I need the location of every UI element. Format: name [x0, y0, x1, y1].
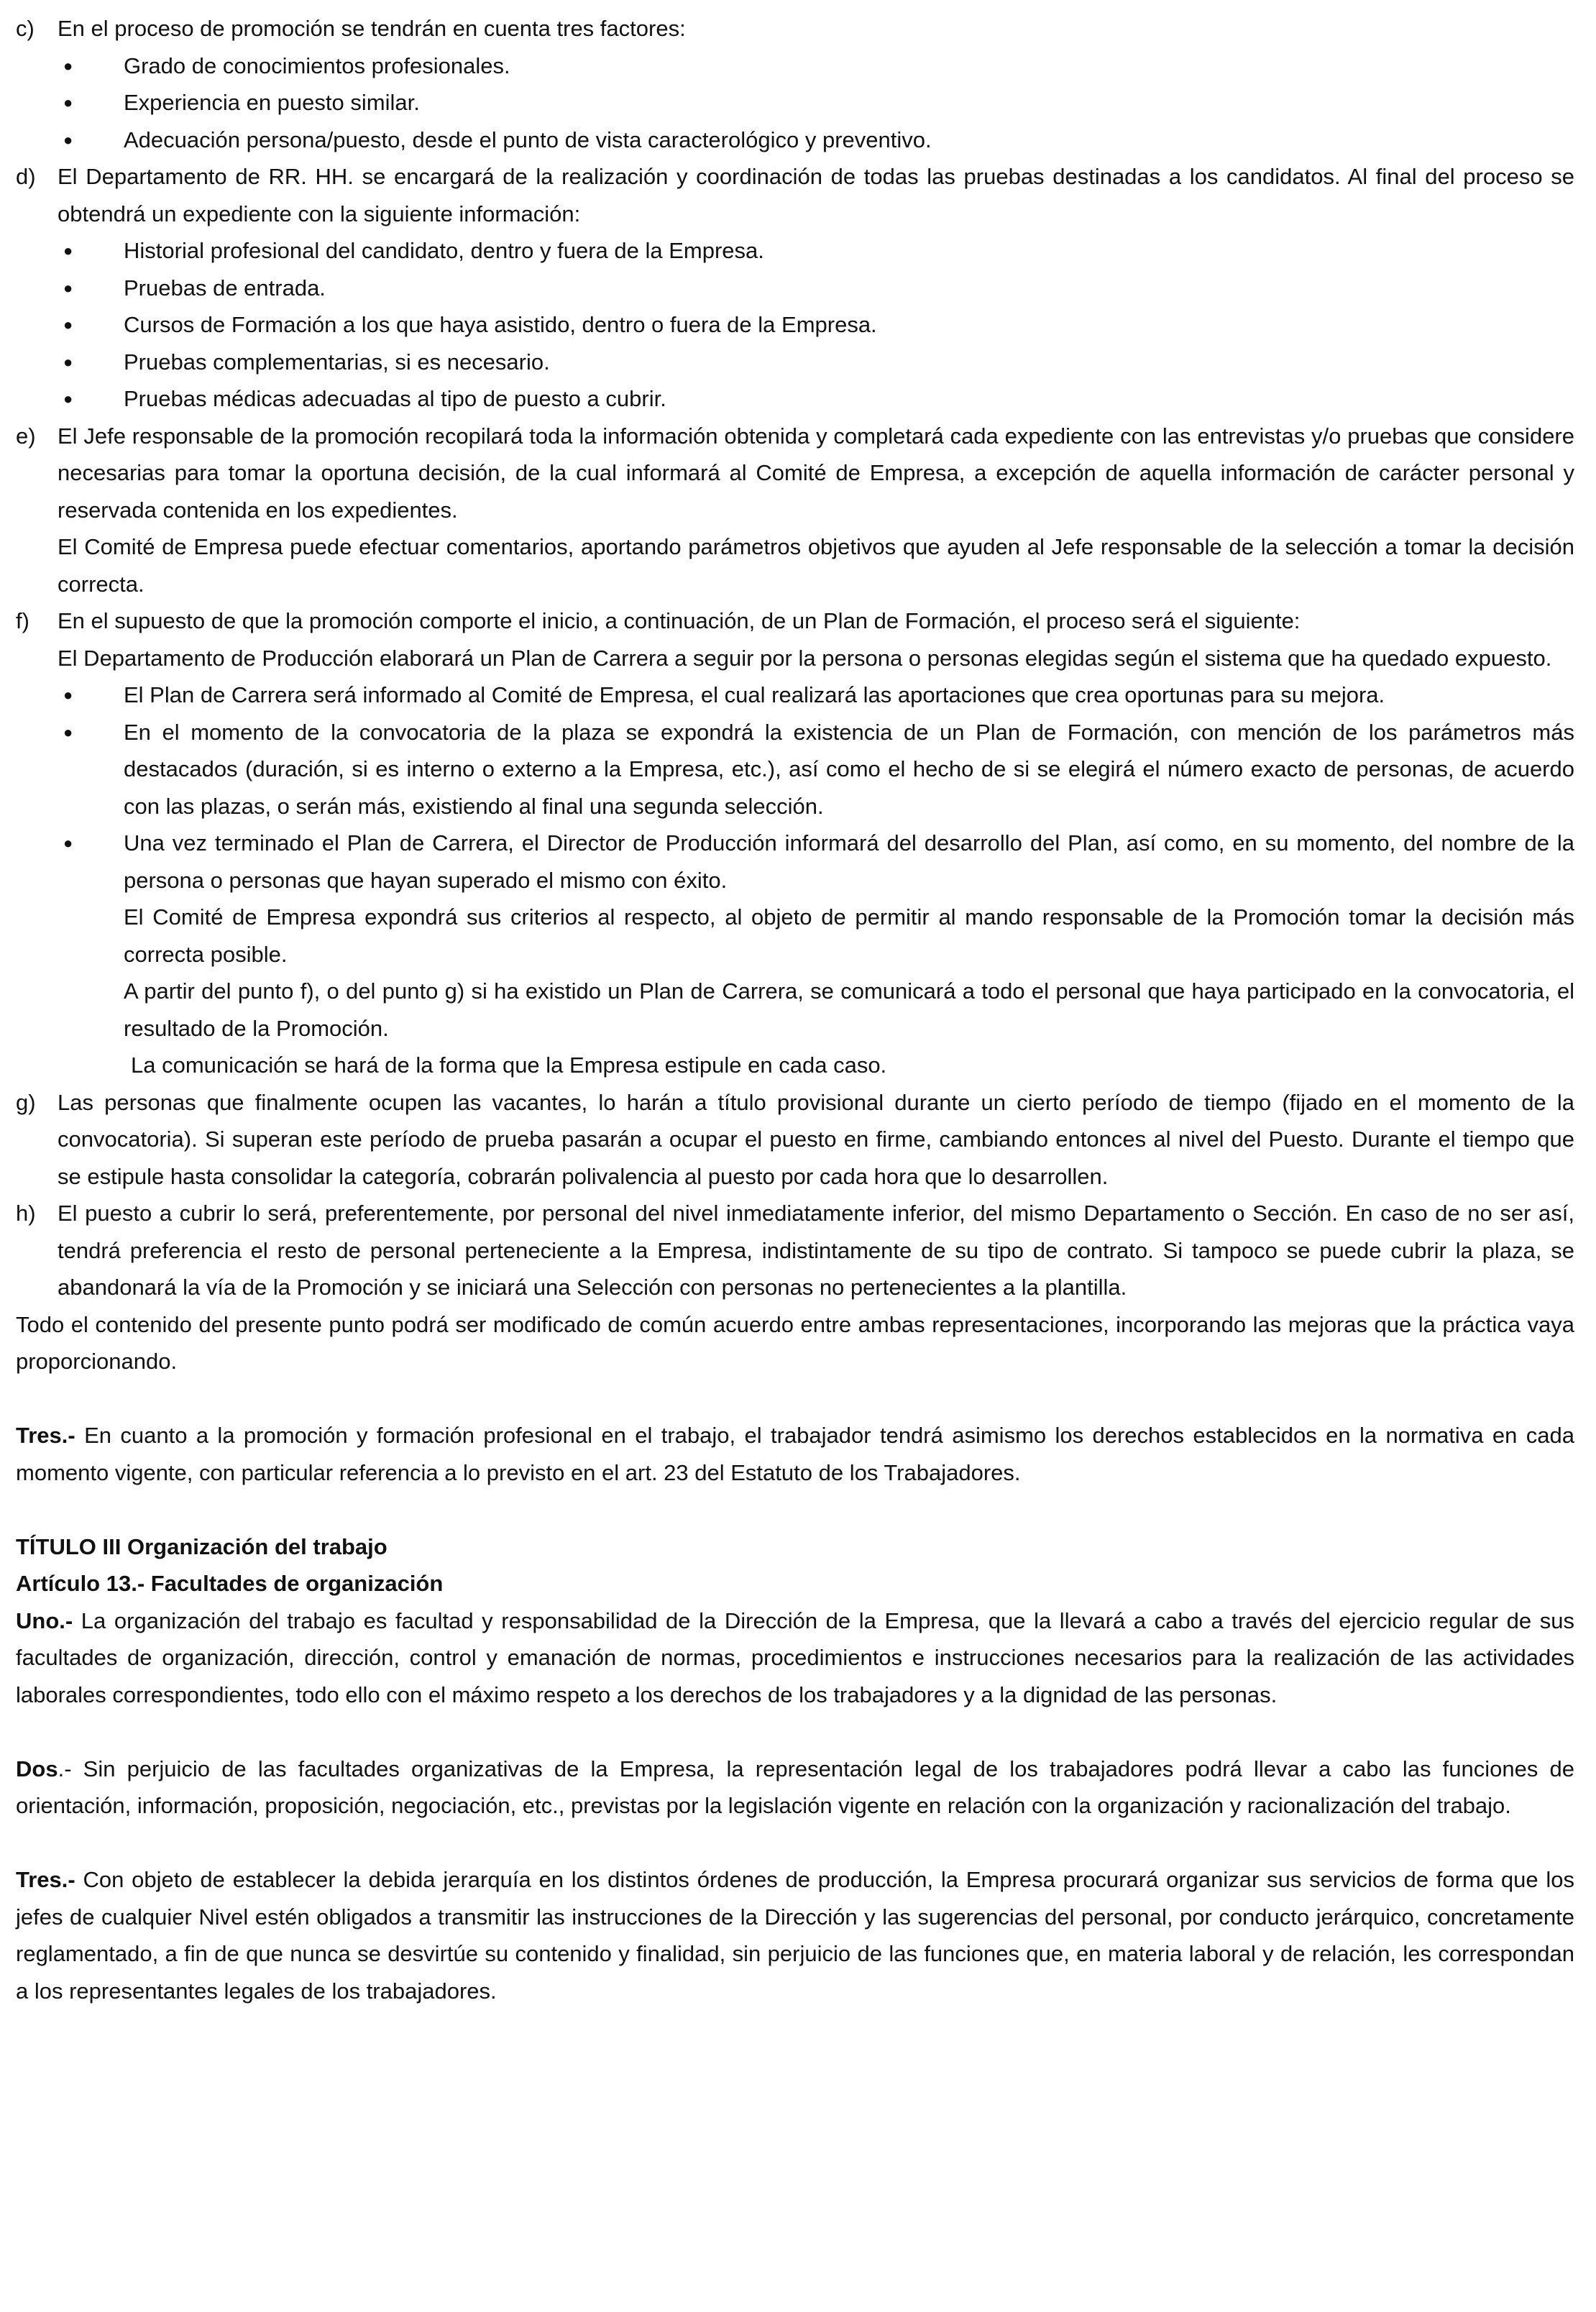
item-text: En el proceso de promoción se tendrán en cuenta tres factores: — [58, 16, 686, 41]
article-text: Artículo 13.- Facultades de organización — [16, 1571, 444, 1596]
tres-paragraph — [16, 1861, 1574, 2009]
bullet-text: ● En el momento de la convocatoria de la plaza se expondrá la existencia de un Plan de Formación, con mención de los parámetros más destacados (duración, si es interno o externo a la Empresa, etc.), así como el hecho de si se elegirá el número exacto de personas, de acuerdo con las plazas, o serán más, existiendo al final una segunda selección. — [124, 719, 1574, 819]
item-g — [16, 1084, 1574, 1196]
item-text: El puesto a cubrir lo será, preferentemente, por personal del nivel inmediatamente inferior, del mismo Departamento o Sección. En caso de no ser así, tendrá preferencia el resto de personal perteneciente a la Empresa, indistintamente de su tipo de contrato. Si tampoco se puede cubrir la plaza, se abandonará la vía de la Promoción y se iniciará una Selección con personas no pertenecientes a la plantilla. — [58, 1201, 1574, 1300]
item-label: f) — [16, 608, 29, 633]
tres-paragraph-prev — [16, 1417, 1574, 1491]
bullet-item: ● Cursos de Formación a los que haya asistido, dentro o fuera de la Empresa. — [58, 306, 1574, 344]
bullet-item: ● Pruebas complementarias, si es necesario. — [58, 344, 1574, 381]
item-text: Las personas que finalmente ocupen las vacantes, lo harán a título provisional durante un cierto período de tiempo (fijado en el momento de la convocatoria). Si superan este período de prueba pasarán a ocupar el puesto en firme, cambiando entonces al nivel del Puesto. Durante el tiempo que se estipule hasta consolidar la categoría, cobrarán polivalencia al puesto por cada hora que lo desarrollen. — [58, 1089, 1574, 1189]
dos-paragraph — [16, 1751, 1574, 1825]
bullet-extra-text: La comunicación se hará de la forma que la Empresa estipule en cada caso. — [131, 1052, 887, 1078]
item-c — [16, 10, 1574, 158]
closing-paragraph: Todo el contenido del presente punto podrá ser modificado de común acuerdo entre ambas representaciones, incorporando las mejoras que la práctica vaya proporcionando. — [16, 1311, 1574, 1374]
item-text: El Comité de Empresa puede efectuar comentarios, aportando parámetros objetivos que ayuden al Jefe responsable de la selección a tomar la decisión correcta. — [58, 534, 1574, 597]
item-text: El Jefe responsable de la promoción recopilará toda la información obtenida y completará cada expediente con las entrevistas y/o pruebas que considere necesarias para tomar la oportuna decisión, de la cual informará al Comité de Empresa, a excepción de aquella información de carácter personal y reservada contenida en los expedientes. — [58, 423, 1574, 523]
paragraph-text: La organización del trabajo es facultad y responsabilidad de la Dirección de la Empresa, que la llevará a cabo a través del ejercicio regular de sus facultades de organización, dirección, control y emanación de normas, procedimientos e instrucciones necesarios para la realización de las actividades laborales correspondientes, todo ello con el máximo respeto a los derechos de los trabajadores y a la dignidad de las personas. — [16, 1607, 1574, 1707]
article-heading — [16, 1565, 1574, 1602]
bullet-item — [58, 714, 1574, 825]
item-text: El Departamento de Producción elaborará un Plan de Carrera a seguir por la persona o personas elegidas según el sistema que ha quedado expuesto. — [58, 645, 1552, 671]
bullet-list — [58, 47, 1574, 159]
paragraph-lead: Uno.- — [16, 1607, 73, 1633]
paragraph-text: .- Sin perjuicio de las facultades organizativas de la Empresa, la representación legal de los trabajadores podrá llevar a cabo las funciones de orientación, información, proposición, negociación, etc., previstas por la legislación vigente en relación con la organización y racionalización del trabajo. — [16, 1756, 1574, 1818]
item-label: d) — [16, 164, 36, 189]
paragraph-text: En cuanto a la promoción y formación profesional en el trabajo, el trabajador tendrá asimismo los derechos establecidos en la normativa en cada momento vigente, con particular referencia a lo previsto en el art. 23 del Estatuto de los Trabajadores. — [16, 1423, 1574, 1485]
bullet-item — [58, 676, 1574, 714]
item-label: e) — [16, 423, 36, 449]
bullet-list — [58, 232, 1574, 418]
bullet-item: ● Experiencia en puesto similar. — [58, 84, 1574, 121]
item-d — [16, 158, 1574, 418]
paragraph-lead: Tres.- — [16, 1867, 75, 1892]
bullet-item: ● Grado de conocimientos profesionales. — [58, 47, 1574, 85]
title-text: TÍTULO III Organización del trabajo — [16, 1533, 387, 1559]
item-text: En el supuesto de que la promoción comporte el inicio, a continuación, de un Plan de Formación, el proceso será el siguiente: — [58, 608, 1301, 633]
item-label: c) — [16, 16, 35, 41]
item-e — [16, 418, 1574, 603]
paragraph-text: Con objeto de establecer la debida jerarquía en los distintos órdenes de producción, la Empresa procurará organizar sus servicios de forma que los jefes de cualquier Nivel estén obligados a transmitir las instrucciones de la Dirección y las sugerencias del personal, por conducto jerárquico, concretamente reglamentado, a fin de que nunca se desvirtúe su contenido y finalidad, sin perjuicio de las funciones que, en materia laboral y de relación, les correspondan a los representantes legales de los trabajadores. — [16, 1867, 1574, 2004]
item-text: El Departamento de RR. HH. se encargará de la realización y coordinación de todas las pruebas destinadas a los candidatos. Al final del proceso se obtendrá un expediente con la siguiente información: — [58, 164, 1574, 226]
bullet-extra-text: El Comité de Empresa expondrá sus criterios al respecto, al objeto de permitir al mando responsable de la Promoción tomar la decisión más correcta posible. — [124, 904, 1574, 967]
item-label: g) — [16, 1089, 36, 1115]
item-label: h) — [16, 1201, 36, 1226]
bullet-text: ● El Plan de Carrera será informado al Comité de Empresa, el cual realizará las aportaciones que crea oportunas para su mejora. — [124, 682, 1385, 707]
bullet-list — [58, 676, 1574, 1084]
bullet-extra-text: A partir del punto f), o del punto g) si ha existido un Plan de Carrera, se comunicará a todo el personal que haya participado en la convocatoria, el resultado de la Promoción. — [124, 978, 1574, 1041]
bullet-item: ● Historial profesional del candidato, dentro y fuera de la Empresa. — [58, 232, 1574, 270]
bullet-text: ● Una vez terminado el Plan de Carrera, el Director de Producción informará del desarrollo del Plan, así como, en su momento, del nombre de la persona o personas que hayan superado el mismo con éxito. — [124, 830, 1574, 893]
item-h — [16, 1195, 1574, 1306]
bullet-item — [58, 825, 1574, 1084]
paragraph-lead: Tres.- — [16, 1423, 75, 1448]
bullet-item: ● Adecuación persona/puesto, desde el punto de vista caracterológico y preventivo. — [58, 121, 1574, 159]
item-f — [16, 602, 1574, 1084]
bullet-item: ● Pruebas de entrada. — [58, 270, 1574, 307]
paragraph-lead: Dos — [16, 1756, 58, 1781]
uno-paragraph — [16, 1602, 1574, 1714]
bullet-item: ● Pruebas médicas adecuadas al tipo de puesto a cubrir. — [58, 380, 1574, 418]
section-title — [16, 1528, 1574, 1566]
